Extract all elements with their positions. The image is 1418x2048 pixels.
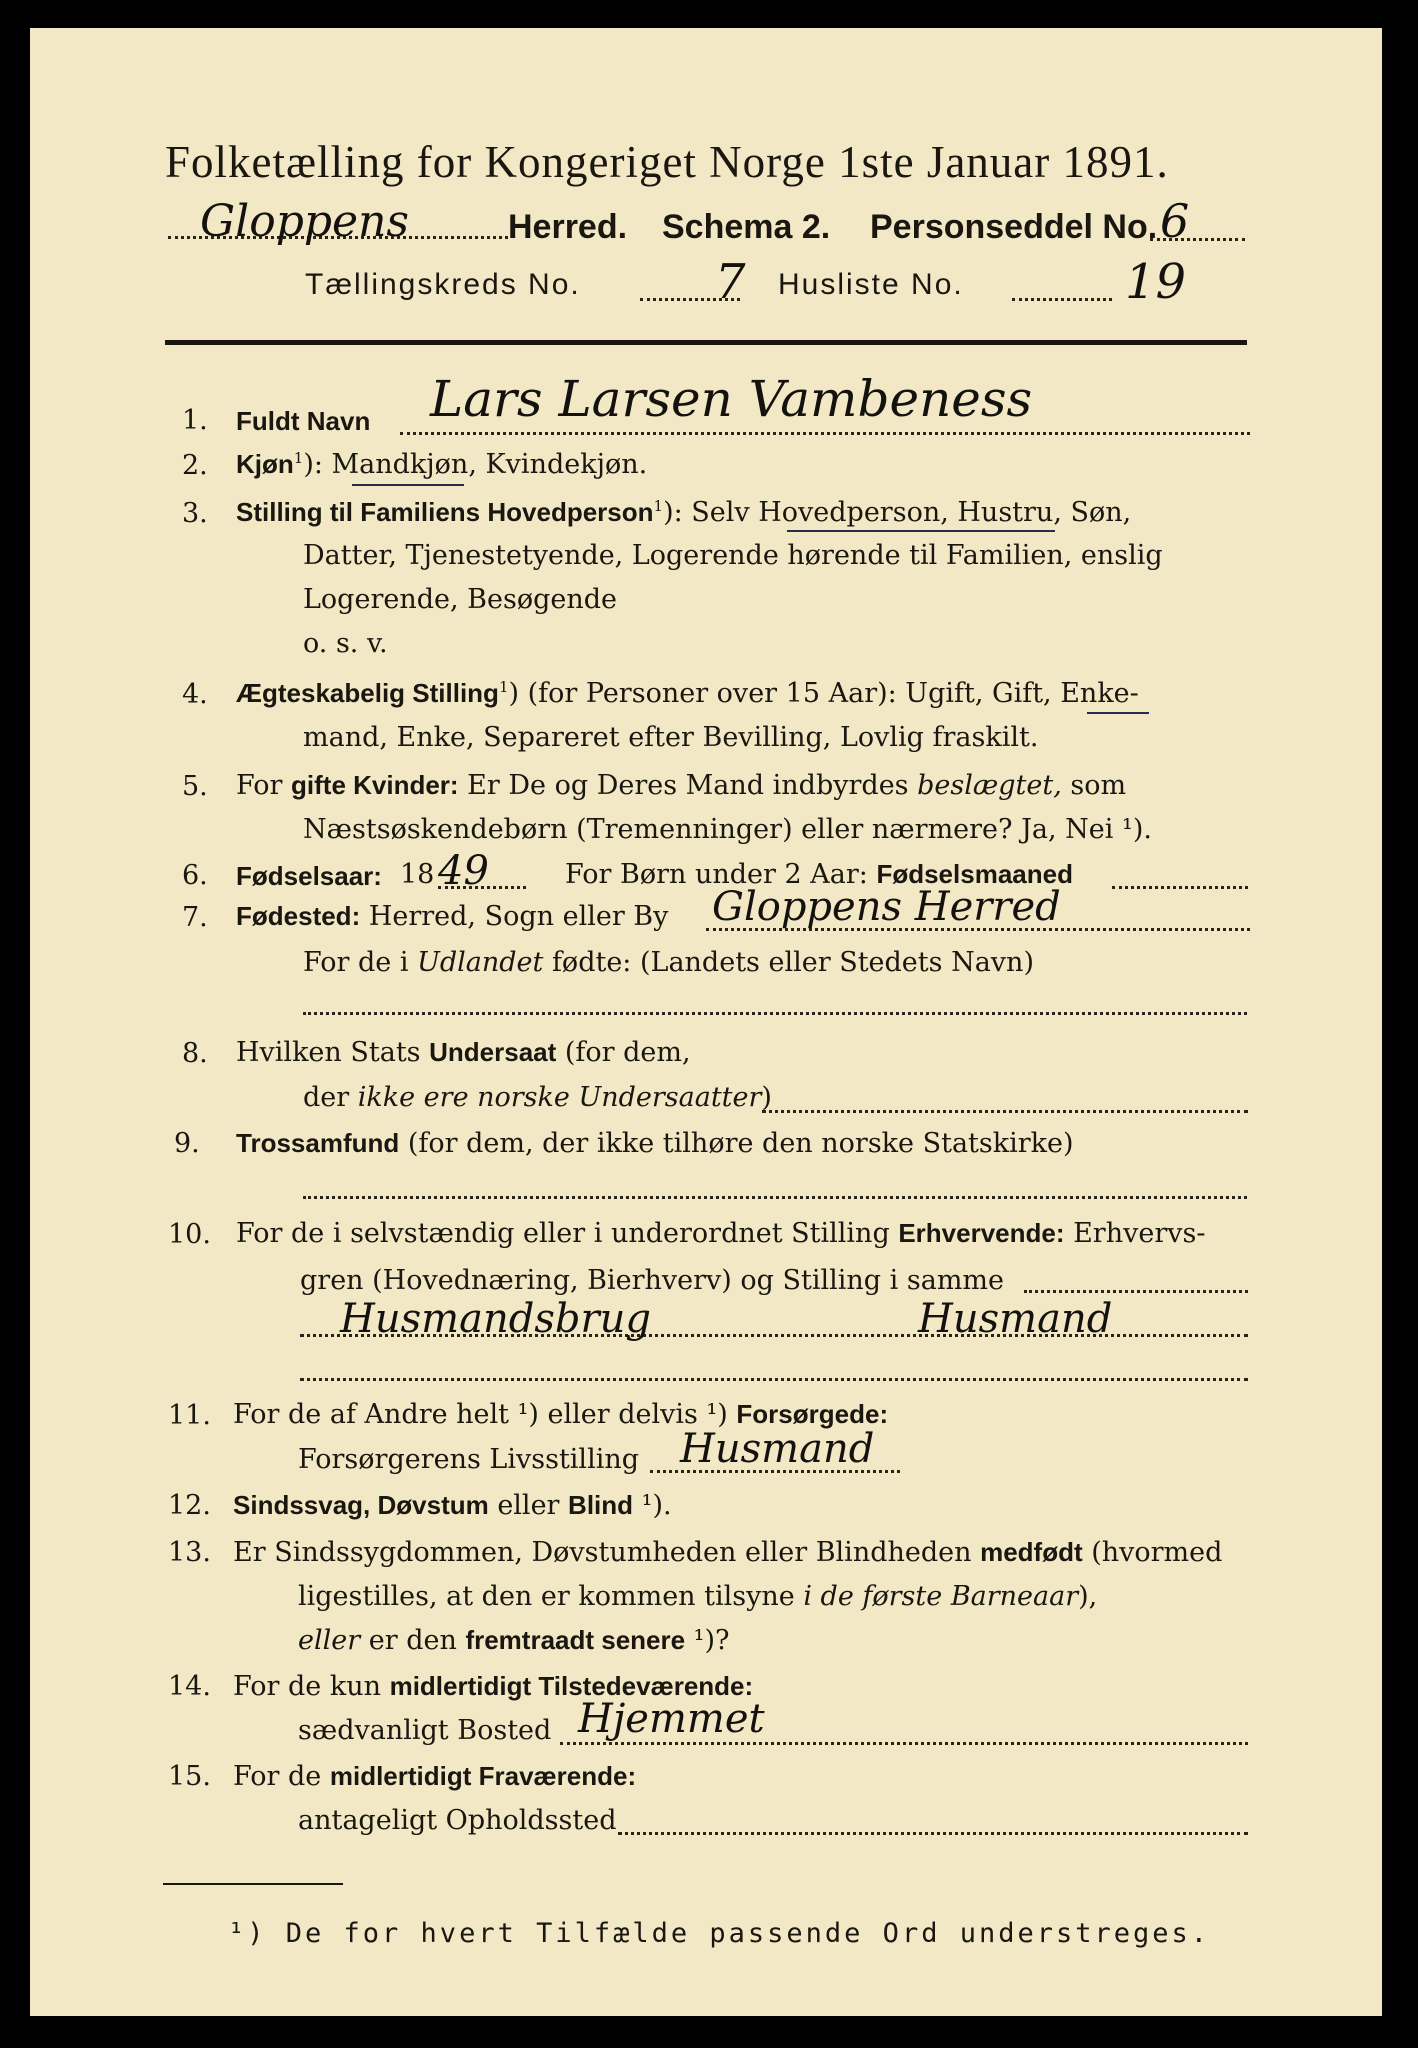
q6-number: 6. bbox=[182, 860, 208, 891]
taellingskreds-label: Tællingskreds No. bbox=[305, 268, 581, 301]
q10-line2-field-line bbox=[1024, 1290, 1248, 1293]
q14-label: midlertidigt Tilstedeværende: bbox=[389, 1671, 754, 1701]
q12-label2: Blind bbox=[568, 1490, 634, 1520]
q13-line3 bbox=[298, 1625, 730, 1656]
q1-name-handwritten: Lars Larsen Vambeness bbox=[430, 370, 1033, 428]
q7-line2-pre: For de i bbox=[303, 947, 418, 978]
q15-number: 15. bbox=[168, 1761, 211, 1792]
personseddel-field-line bbox=[1150, 238, 1245, 241]
footnote: ¹) De for hvert Tilfælde passende Ord understreges. bbox=[228, 1918, 1211, 1949]
q3-rest: ): bbox=[663, 497, 692, 528]
q3-label: Stilling til Familiens Hovedperson bbox=[236, 497, 654, 527]
q5-number: 5. bbox=[182, 771, 208, 802]
taellingskreds-handwritten: 7 bbox=[715, 254, 746, 310]
q13-line2-ital: i de første Barneaar bbox=[803, 1581, 1079, 1612]
q11-line2: Forsørgerens Livsstilling bbox=[298, 1444, 640, 1475]
q14-field-line bbox=[560, 1742, 1248, 1745]
q3-line2: Datter, Tjenestetyende, Logerende hørende til Familien, enslig bbox=[303, 540, 1163, 571]
q4-line2: mand, Enke, Separeret efter Bevilling, Lovlig fraskilt. bbox=[303, 722, 1039, 753]
q7-birthplace-handwritten: Gloppens Herred bbox=[712, 884, 1061, 930]
q2-option-mandkjon: Mandkjøn, bbox=[331, 449, 477, 480]
q5-ital: beslægtet, bbox=[917, 770, 1062, 801]
q9-number: 9. bbox=[174, 1128, 200, 1159]
q14-handwritten: Hjemmet bbox=[578, 1696, 765, 1742]
herred-handwritten: Gloppens bbox=[200, 196, 409, 247]
q6-value-prefix: 18 bbox=[400, 859, 435, 890]
q8-line2 bbox=[303, 1082, 772, 1113]
q7-line2-post: fødte: (Landets eller Stedets Navn) bbox=[543, 947, 1034, 978]
q12-number: 12. bbox=[168, 1490, 211, 1521]
q3-number: 3. bbox=[182, 498, 208, 529]
q15-label: midlertidigt Fraværende: bbox=[329, 1761, 637, 1791]
q7-number: 7. bbox=[182, 902, 208, 933]
q8-line2-post: ) bbox=[761, 1082, 772, 1113]
q10-label: Erhvervende: bbox=[898, 1218, 1065, 1248]
q3-option-selv-hovedperson: Selv Hovedperson, bbox=[691, 497, 949, 528]
q4-label: Ægteskabelig Stilling bbox=[236, 678, 499, 708]
q6-label: Fødselsaar: bbox=[236, 861, 382, 891]
q5-line1 bbox=[236, 770, 1126, 801]
q5-label: gifte Kvinder: bbox=[291, 770, 459, 800]
herred-label: Herred. bbox=[508, 208, 628, 246]
q11-label: Forsørgede: bbox=[736, 1399, 889, 1429]
q9-field-line bbox=[303, 1196, 1247, 1199]
q6-year-field-line bbox=[438, 886, 526, 889]
q13-line2-pre: ligestilles, at den er kommen tilsyne bbox=[298, 1581, 804, 1612]
q15-field-line bbox=[618, 1832, 1248, 1835]
q10-extra-field-line bbox=[300, 1378, 1248, 1381]
q13-line2 bbox=[298, 1581, 1097, 1612]
q10-line2: gren (Hovednæring, Bierhverv) og Stilling i samme bbox=[300, 1265, 1005, 1296]
q12-label: Sindssvag, Døvstum bbox=[233, 1490, 489, 1520]
q15-line2: antageligt Opholdssted bbox=[298, 1805, 617, 1836]
q11-number: 11. bbox=[168, 1400, 211, 1431]
q7-rest: Herred, Sogn eller By bbox=[360, 901, 669, 932]
q14-pre: For de kun bbox=[233, 1671, 390, 1702]
q7-line2-ital: Udlandet bbox=[417, 947, 544, 978]
q5-post: som bbox=[1061, 770, 1127, 801]
q8-field-line bbox=[762, 1110, 1248, 1113]
q8-line2-ital: ikke ere norske Undersaatter bbox=[357, 1082, 762, 1113]
husliste-field-line bbox=[1012, 298, 1112, 301]
q12-mid: eller bbox=[488, 1490, 569, 1521]
q15-pre: For de bbox=[233, 1761, 330, 1792]
q3-line3: Logerende, Besøgende bbox=[303, 584, 617, 615]
q4-option-gift: Gift, bbox=[992, 678, 1052, 709]
q13-label: medfødt bbox=[980, 1537, 1083, 1567]
q7-line1 bbox=[236, 901, 668, 932]
q13-line3-ital: eller bbox=[298, 1625, 361, 1656]
q2-selected-underline bbox=[352, 484, 464, 486]
q1-field-line bbox=[400, 432, 1250, 435]
header-rule bbox=[165, 340, 1247, 345]
q1-label: Fuldt Navn bbox=[236, 406, 371, 436]
footnote-rule bbox=[163, 1883, 343, 1885]
q5-pre: For bbox=[236, 770, 292, 801]
q4-pre: ) (for Personer over 15 Aar): Ugift, bbox=[508, 678, 992, 709]
q5-mid: Er De og Deres Mand indbyrdes bbox=[458, 770, 918, 801]
q8-pre: Hvilken Stats bbox=[236, 1037, 430, 1068]
q8-line1 bbox=[236, 1037, 691, 1068]
q11-pre: For de af Andre helt ¹) eller delvis ¹) bbox=[233, 1399, 737, 1430]
q4-line1 bbox=[236, 678, 1139, 709]
q13-line3-post: ¹)? bbox=[685, 1625, 730, 1656]
q13-post: (hvormed bbox=[1082, 1537, 1223, 1568]
q10-occupation-handwritten: Husmandsbrug bbox=[340, 1296, 651, 1342]
q8-label: Undersaat bbox=[429, 1037, 557, 1067]
q4-number: 4. bbox=[182, 679, 208, 710]
q13-line1 bbox=[233, 1537, 1222, 1568]
q11-handwritten: Husmand bbox=[680, 1426, 875, 1472]
q7-foreign-field-line bbox=[303, 1012, 1247, 1015]
q15-line1 bbox=[233, 1761, 636, 1792]
q13-number: 13. bbox=[168, 1537, 211, 1568]
q7-label: Fødested: bbox=[236, 901, 361, 931]
form-title: Folketælling for Kongeriget Norge 1ste Januar 1891. bbox=[165, 137, 1169, 187]
q1-number: 1. bbox=[182, 405, 208, 436]
q3-line1 bbox=[236, 497, 1131, 528]
q10-pre: For de i selvstændig eller i underordnet Stilling bbox=[236, 1218, 899, 1249]
q2-option-kvindekjon: Kvindekjøn. bbox=[476, 449, 648, 480]
q6-label2: Fødselsmaaned bbox=[876, 859, 1073, 889]
q14-line2: sædvanligt Bosted bbox=[298, 1715, 552, 1746]
personseddel-handwritten: 6 bbox=[1160, 194, 1190, 248]
q9-line1 bbox=[236, 1128, 1074, 1159]
q8-line2-pre: der bbox=[303, 1082, 358, 1113]
q13-line2-post: ), bbox=[1078, 1581, 1098, 1612]
husliste-label: Husliste No. bbox=[778, 268, 964, 301]
q9-label: Trossamfund bbox=[236, 1128, 400, 1158]
husliste-handwritten: 19 bbox=[1125, 254, 1187, 310]
q8-post: (for dem, bbox=[556, 1037, 691, 1068]
q6-mid: For Børn under 2 Aar: bbox=[565, 859, 877, 890]
q14-number: 14. bbox=[168, 1671, 211, 1702]
q6-year-handwritten: 49 bbox=[438, 848, 489, 894]
q12-line1 bbox=[233, 1490, 672, 1521]
q10-position-handwritten: Husmand bbox=[918, 1296, 1113, 1342]
q6-month-field-line bbox=[1112, 886, 1248, 889]
q2-number: 2. bbox=[182, 450, 208, 481]
q3-line4: o. s. v. bbox=[303, 628, 388, 659]
q2-label: Kjøn bbox=[236, 449, 294, 479]
q3-line1-rest: Hustru, Søn, bbox=[948, 497, 1132, 528]
q10-number: 10. bbox=[168, 1219, 211, 1250]
q2-sup: 1 bbox=[293, 449, 304, 467]
q13-pre: Er Sindssygdommen, Døvstumheden eller Blindheden bbox=[233, 1537, 981, 1568]
q13-line3-mid: er den bbox=[360, 1625, 466, 1656]
q8-number: 8. bbox=[182, 1038, 208, 1069]
q9-rest: (for dem, der ikke tilhøre den norske Statskirke) bbox=[399, 1128, 1074, 1159]
personseddel-label: Personseddel No. bbox=[870, 208, 1158, 246]
q5-line2: Næstsøskendebørn (Tremenninger) eller nærmere? Ja, Nei ¹). bbox=[303, 814, 1152, 845]
q2-line bbox=[236, 449, 647, 480]
q10-post: Erhvervs- bbox=[1064, 1218, 1206, 1249]
q4-selected-underline bbox=[1087, 712, 1149, 714]
q4-post: Enke- bbox=[1051, 678, 1139, 709]
q4-sup: 1 bbox=[498, 678, 509, 696]
schema-label: Schema 2. bbox=[662, 208, 831, 246]
q13-line3-label: fremtraadt senere bbox=[465, 1625, 686, 1655]
q2-rest: ): bbox=[303, 449, 332, 480]
q10-line1 bbox=[236, 1218, 1205, 1249]
q7-line2 bbox=[303, 947, 1034, 978]
q3-sup: 1 bbox=[653, 497, 664, 515]
q3-selected-underline bbox=[787, 530, 1055, 532]
q12-post: ¹). bbox=[633, 1490, 672, 1521]
